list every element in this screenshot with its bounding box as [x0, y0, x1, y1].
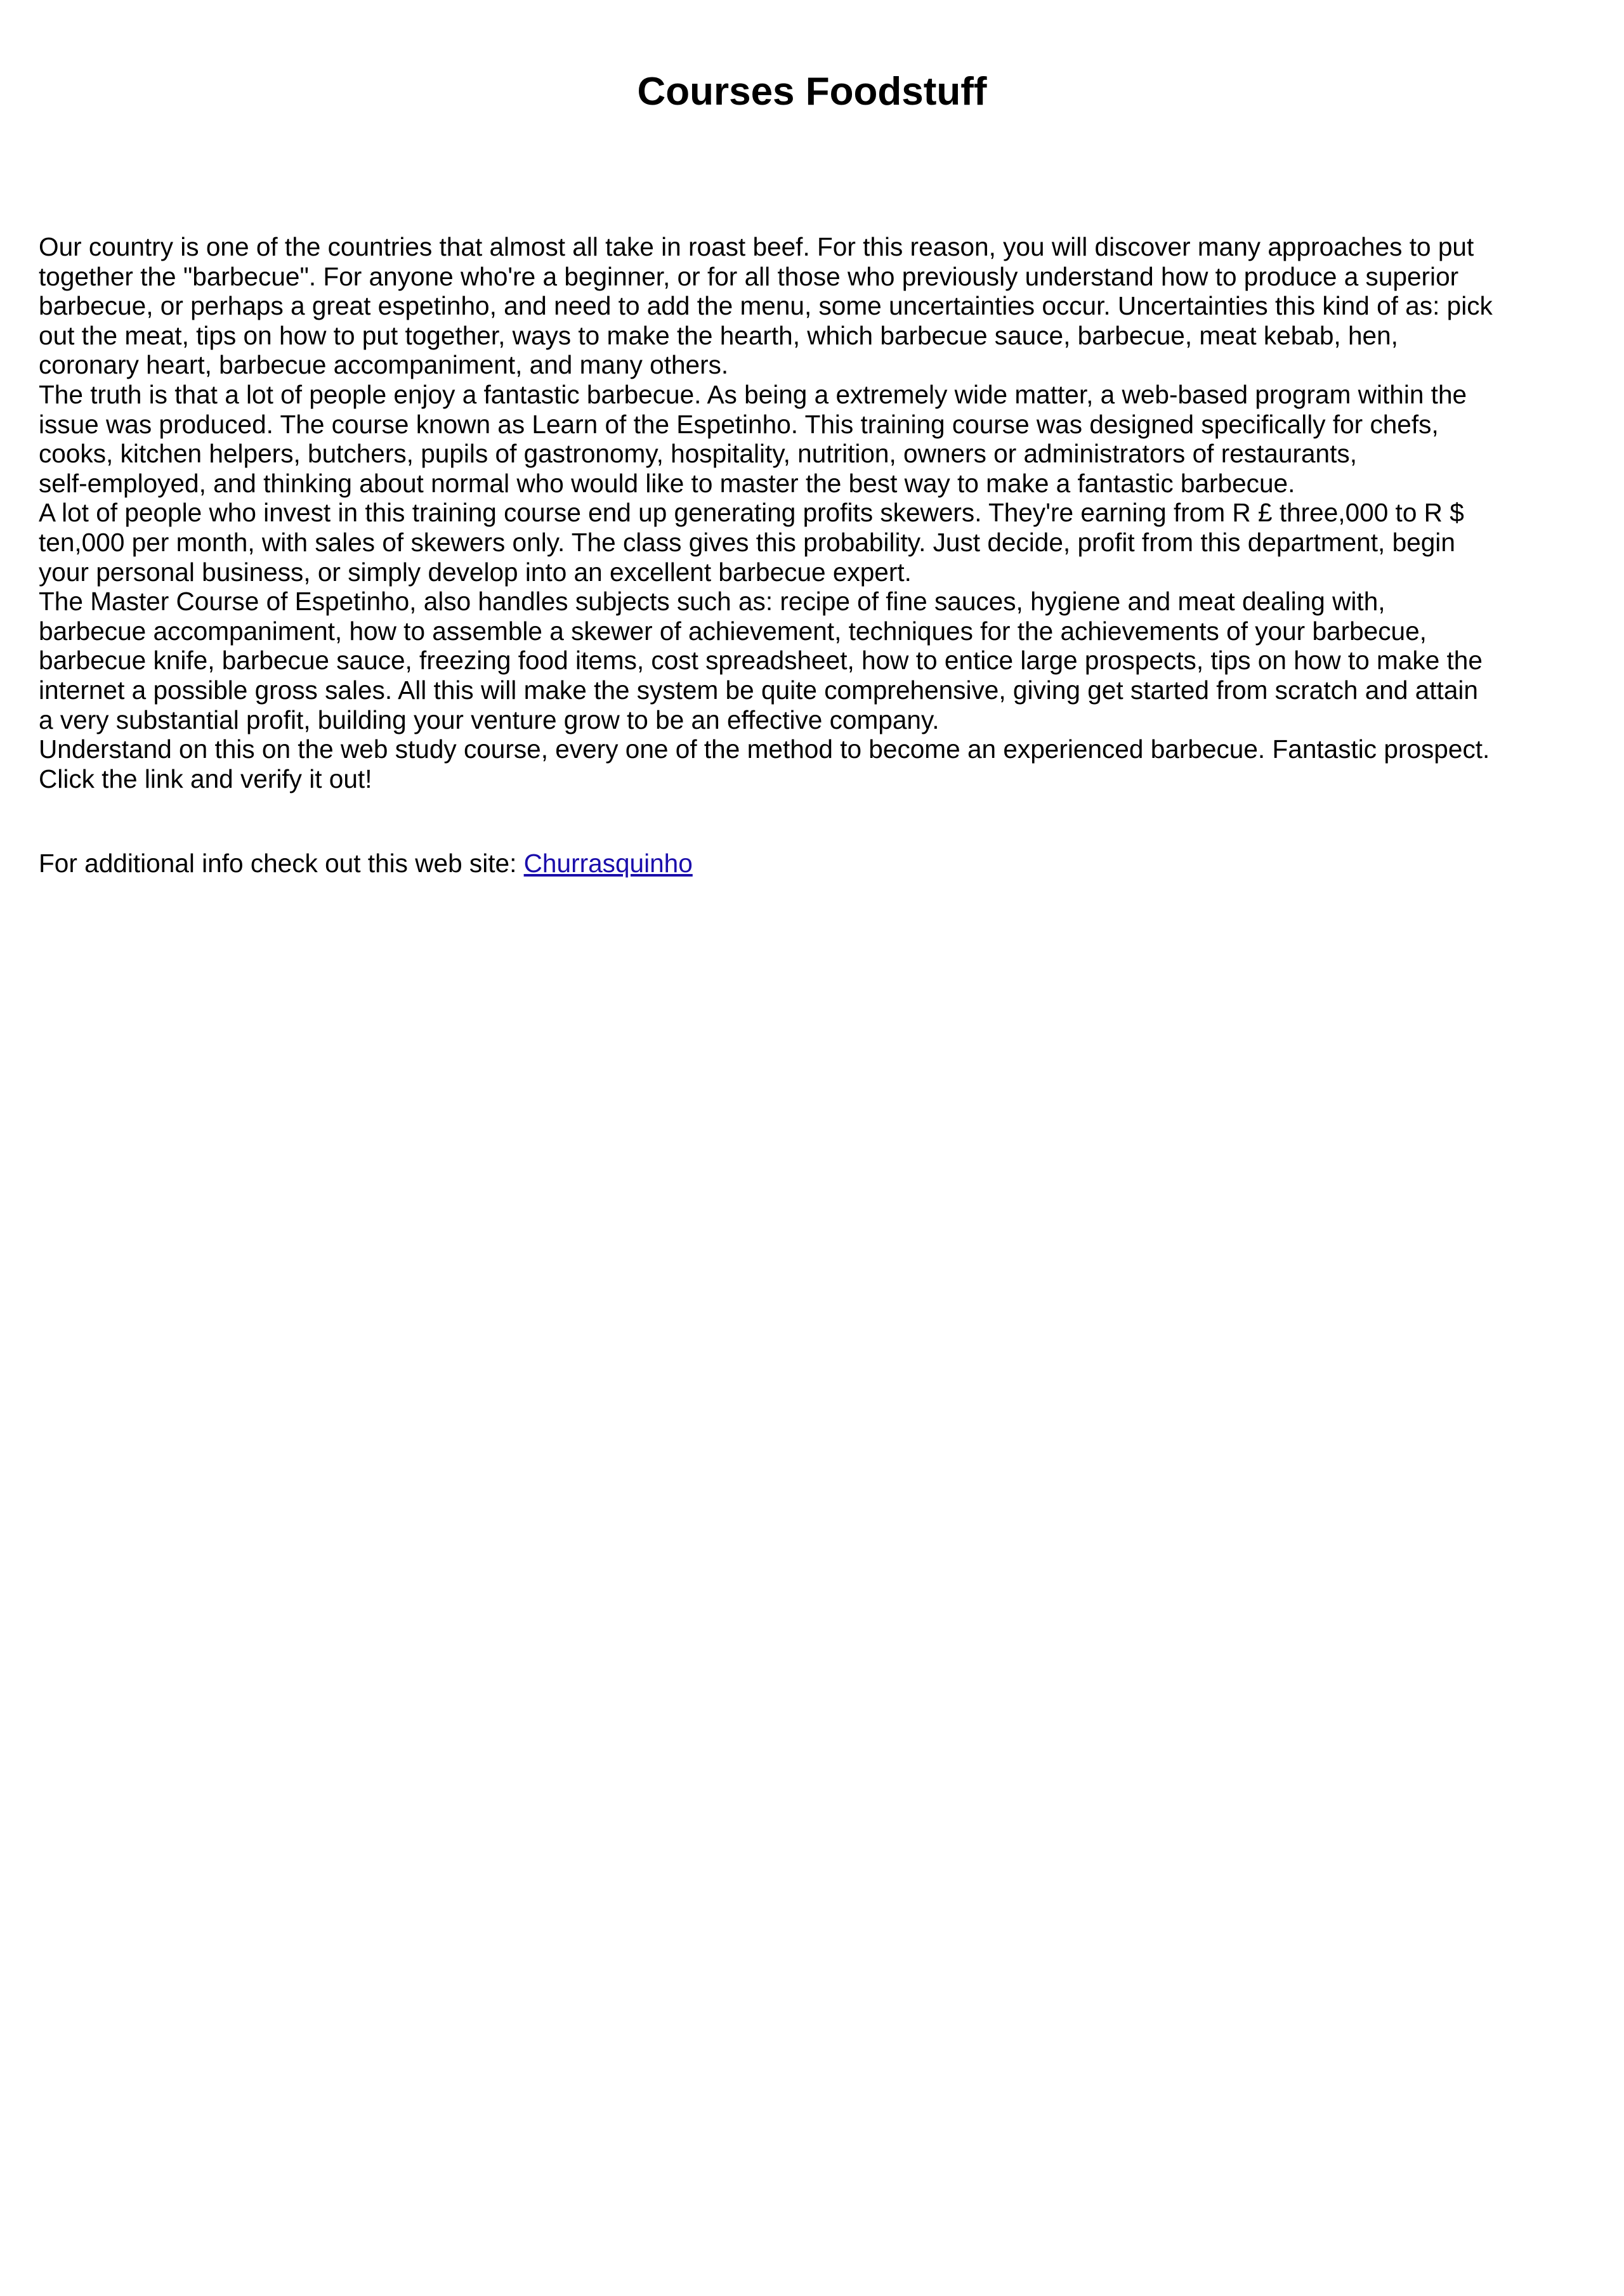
- paragraph-line: Understand on this on the web study course, every one of the method to become an experienced barbecue. Fantastic prospect.: [39, 734, 1490, 764]
- page-title: Courses Foodstuff: [637, 70, 987, 114]
- article-body: [39, 232, 1587, 793]
- paragraph-line: out the meat, tips on how to put together, ways to make the hearth, which barbecue sauce, barbecue, meat kebab, hen,: [39, 320, 1398, 350]
- churrasquinho-link[interactable]: Churrasquinho: [523, 849, 693, 878]
- paragraph-line: The truth is that a lot of people enjoy a fantastic barbecue. As being a extremely wide matter, a web-based program within the: [39, 379, 1467, 409]
- paragraph-line: barbecue accompaniment, how to assemble a skewer of achievement, techniques for the achievements of your barbecue,: [39, 616, 1427, 646]
- paragraph-line: self-employed, and thinking about normal who would like to master the best way to make a fantastic barbecue.: [39, 468, 1295, 498]
- paragraph-line: your personal business, or simply develop into an excellent barbecue expert.: [39, 557, 912, 587]
- paragraph-line: issue was produced. The course known as Learn of the Espetinho. This training course was designed specifically for chefs,: [39, 409, 1439, 439]
- paragraph-line: Our country is one of the countries that almost all take in roast beef. For this reason, you will discover many approaches to put: [39, 232, 1474, 261]
- paragraph-1: [39, 232, 1587, 380]
- paragraph-line: ten,000 per month, with sales of skewers only. The class gives this probability. Just decide, profit from this department, begin: [39, 527, 1455, 557]
- paragraph-3: [39, 498, 1587, 587]
- paragraph-line: A lot of people who invest in this training course end up generating profits skewers. They're earning from R £ three,000 to R $: [39, 498, 1464, 528]
- paragraph-line: barbecue, or perhaps a great espetinho, and need to add the menu, some uncertainties occur. Uncertainties this kind of as: pick: [39, 291, 1493, 321]
- paragraph-2: [39, 380, 1587, 498]
- paragraph-line: a very substantial profit, building your venture grow to be an effective company.: [39, 705, 940, 734]
- paragraph-line: internet a possible gross sales. All this will make the system be quite comprehensive, giving get started from scratch and attain: [39, 675, 1478, 705]
- paragraph-4: [39, 587, 1587, 734]
- paragraph-line: coronary heart, barbecue accompaniment, and many others.: [39, 350, 729, 380]
- paragraph-line: together the "barbecue". For anyone who're a beginner, or for all those who previously understand how to produce a superior: [39, 261, 1459, 291]
- footer-prefix: For additional info check out this web site:: [39, 849, 524, 878]
- paragraph-5: [39, 734, 1587, 793]
- paragraph-line: The Master Course of Espetinho, also handles subjects such as: recipe of fine sauces, hygiene and meat dealing with,: [39, 587, 1385, 616]
- paragraph-line: barbecue knife, barbecue sauce, freezing food items, cost spreadsheet, how to entice large prospects, tips on how to make the: [39, 646, 1483, 675]
- paragraph-line: cooks, kitchen helpers, butchers, pupils of gastronomy, hospitality, nutrition, owners or administrators of restaurants,: [39, 439, 1357, 469]
- paragraph-line: Click the link and verify it out!: [39, 764, 372, 793]
- footer-info: [39, 847, 693, 879]
